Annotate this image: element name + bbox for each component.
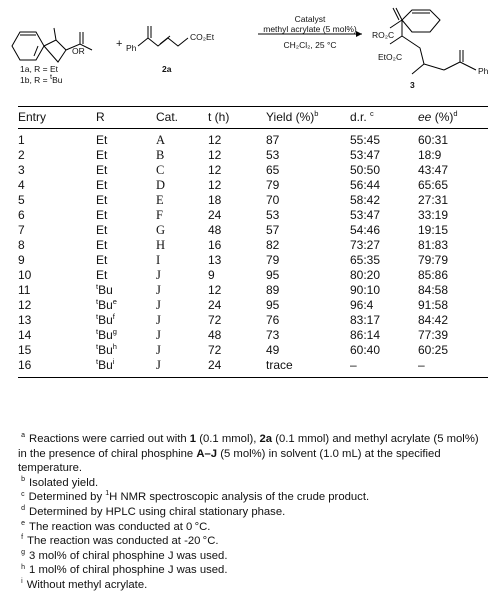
footnote-e [18,520,490,535]
cell-time: 72 [208,313,222,327]
cell-ee: 33:19 [418,208,449,222]
footnote-e-mark: e [21,519,26,527]
cell-r-note: g [112,327,117,336]
cell-r-text: Bu [98,343,113,357]
cell-r-prefix: t [96,297,99,306]
cell-entry: 10 [18,268,32,282]
cell-time: 12 [208,163,222,177]
cell-r-text: Bu [98,298,113,312]
condition-solvent: CH₂Cl₂, 25 °C [283,40,337,50]
table-row [18,129,488,149]
cell-entry: 14 [18,328,32,342]
footnote-g [18,549,490,564]
cell-r-text: Bu [98,313,113,327]
cell-time: 48 [208,223,222,237]
footnote-f-mark: f [21,534,24,542]
table-body [18,129,488,378]
cell-yield: 76 [266,313,280,327]
cell-catalyst: J [156,313,161,327]
cell-r-note: e [112,297,117,306]
reactant1-label-a: 1a, R = Et [20,64,59,74]
cell-time: 24 [208,358,266,378]
cell-catalyst: J [156,298,161,312]
cell-time: 72 [208,343,222,357]
footnote-i [18,578,490,593]
cell-dr: 53:47 [350,148,381,162]
cell-r-text: Bu [98,358,113,372]
cell-dr: 60:40 [350,343,381,357]
cell-yield: 53 [266,148,280,162]
cell-entry: 1 [18,133,25,147]
condition-catalyst: Catalyst [294,14,326,24]
cell-time: 12 [208,178,222,192]
product-label: 3 [410,80,415,90]
cell-catalyst: F [156,208,163,222]
reactant2-structure [138,26,188,46]
cell-ee: 77:39 [418,328,449,342]
cell-time: 48 [208,328,222,342]
cell-yield: 79 [266,178,280,192]
table-row [18,163,488,178]
cell-r-text: Bu [98,283,113,297]
table-row [18,178,488,193]
cell-catalyst: J [156,358,208,378]
cell-yield: 87 [266,133,280,147]
footnote-c-t1: Determined by [28,491,106,504]
reactant1-tbu-sup: t [50,72,53,82]
cell-ee: 27:31 [418,193,449,207]
cell-entry: 2 [18,148,25,162]
cell-catalyst: C [156,163,165,177]
cell-entry: 16 [18,358,96,378]
cell-r [96,268,156,283]
ro2c-label: RO₂C [372,30,395,40]
cell-r-text: Et [96,238,108,252]
footnote-a-b2: 2a [259,433,273,445]
cell-catalyst: E [156,193,164,207]
reactant1-label-b-text: 1b, R = [20,75,51,85]
cell-r [96,283,156,298]
table-row [18,343,488,358]
cell-ee: 60:31 [418,133,449,147]
header-yield-text: Yield (%) [266,110,315,124]
cell-dr: 53:47 [350,208,381,222]
header-ee-sup: d [453,109,458,118]
cell-catalyst: J [156,283,161,297]
footnote-h-mark: h [21,563,26,571]
cell-r [96,358,156,378]
cell-time: 13 [208,253,222,267]
cell-r [96,313,156,328]
footnote-e-text: The reaction was conducted at 0 °C. [29,520,211,533]
footnote-a-t2: (0.1 mmol), [196,433,260,445]
cell-time: 16 [208,238,222,252]
cell-r [96,253,156,268]
header-yield [266,107,350,129]
footnote-a-t3: (0.1 mmol) and methyl acrylate (5 mol%) in the presence of chiral phosphine [18,433,479,460]
cell-yield: 57 [266,223,280,237]
cell-r-prefix: t [96,312,99,321]
cell-entry: 15 [18,343,32,357]
results-table [18,106,488,378]
cell-r-text: Et [96,268,108,282]
cell-catalyst: J [156,328,161,342]
cell-time: 24 [208,298,222,312]
table-row [18,193,488,208]
cell-r [96,193,156,208]
cell-time: 24 [208,208,222,222]
cell-dr: 90:10 [350,283,381,297]
cell-ee: 84:42 [418,313,449,327]
footnote-a-b1: 1 [189,433,197,445]
cell-dr: 86:14 [350,328,381,342]
header-ee-rest: (%) [431,110,454,124]
cell-r-prefix: t [96,282,99,291]
or-group-label: OR [72,46,85,56]
cell-dr: 96:4 [350,298,374,312]
cell-dr: 55:45 [350,133,381,147]
cell-dr: 83:17 [350,313,381,327]
cell-r-prefix: t [96,342,99,351]
footnote-c-sup: 1 [105,490,110,498]
cell-time: 12 [208,283,222,297]
cell-r [96,178,156,193]
cell-r [96,148,156,163]
table-row [18,358,488,378]
cell-ee: 81:83 [418,238,449,252]
product-structure [390,8,476,74]
eto2c-label: EtO₂C [378,52,403,62]
cell-r-text: Et [96,208,108,222]
table-row [18,208,488,223]
cell-entry: 9 [18,253,25,267]
header-dr-text: d.r. [350,110,367,124]
reaction-scheme [0,0,503,96]
cell-catalyst: A [156,133,166,147]
footnote-b-text: Isolated yield. [29,476,99,489]
co2et-label: CO₂Et [190,32,215,42]
cell-r-text: Et [96,193,108,207]
plus-sign: + [116,38,123,50]
cell-r-note: i [112,357,115,366]
footnote-c-t2: H NMR spectroscopic analysis of the crude product. [109,491,370,504]
footnotes [18,432,490,593]
cell-entry: 12 [18,298,32,312]
table-row [18,328,488,343]
cell-ee: 85:86 [418,268,449,282]
footnote-f [18,534,490,549]
cell-r [96,223,156,238]
footnote-b [18,476,490,491]
cell-r-text: Et [96,178,108,192]
footnote-d-mark: d [21,505,26,513]
reactant1-tbu: Bu [52,75,63,85]
cell-ee: 65:65 [418,178,449,192]
cell-r [96,328,156,343]
header-time: t (h) [208,107,266,129]
cell-r-text: Et [96,148,108,162]
footnote-c-mark: c [21,490,25,498]
cell-r [96,298,156,313]
footnote-a-t4: (5 mol%) in solvent (1.0 mL) at the specified temperature. [18,447,441,475]
cell-yield: 49 [266,343,280,357]
footnote-a [18,432,490,476]
cell-ee: 43:47 [418,163,449,177]
cell-ee: 19:15 [418,223,449,237]
cell-r-text: Et [96,163,108,177]
header-cat: Cat. [156,107,208,129]
cell-yield: 89 [266,283,280,297]
cell-r-text: Et [96,223,108,237]
cell-r [96,163,156,178]
cell-r [96,208,156,223]
cell-catalyst: J [156,343,161,357]
footnote-c [18,490,490,505]
cell-r-text: Bu [98,328,113,342]
cell-ee: 18:9 [418,148,442,162]
cell-yield: 53 [266,208,280,222]
footnote-d-text: Determined by HPLC using chiral stationary phase. [29,505,286,518]
cell-r [96,343,156,358]
cell-dr: 80:20 [350,268,381,282]
ph-right-label: Ph [478,66,489,76]
cell-r [96,238,156,253]
footnote-a-b3: A–J [196,447,218,460]
footnote-g-mark: g [21,548,26,556]
cell-yield: trace [266,358,350,378]
cell-r-note: f [112,312,115,321]
cell-entry: 6 [18,208,25,222]
table-row [18,223,488,238]
cell-dr: 73:27 [350,238,381,252]
cell-entry: 4 [18,178,25,192]
footnote-f-text: The reaction was conducted at -20 °C. [27,535,219,548]
cell-time: 12 [208,133,222,147]
reactant1-label-b [20,72,63,85]
cell-time: 18 [208,193,222,207]
cell-catalyst: B [156,148,165,162]
header-ee-text: ee [418,110,432,124]
cell-r [96,129,156,149]
footnote-b-mark: b [21,476,26,484]
footnote-g-text: 3 mol% of chiral phosphine J was used. [29,549,228,562]
header-ee [418,107,488,129]
cell-entry: 5 [18,193,25,207]
footnote-i-text: Without methyl acrylate. [26,578,148,591]
table-row [18,298,488,313]
table-header-row [18,107,488,129]
cell-r-text: Et [96,253,108,267]
header-dr [350,107,418,129]
reactant1-structure [12,28,92,62]
ph-left-label: Ph [126,43,137,53]
cell-r-note: h [112,342,117,351]
cell-entry: 3 [18,163,25,177]
cell-ee: – [418,358,488,378]
footnote-a-mark: a [21,432,26,440]
footnote-i-mark: i [21,578,23,586]
cell-dr: 54:46 [350,223,381,237]
footnote-a-t1: Reactions were carried out with [29,433,190,445]
cell-time: 12 [208,148,222,162]
table-row [18,268,488,283]
table-row [18,283,488,298]
cell-ee: 84:58 [418,283,449,297]
footnote-d [18,505,490,520]
cell-yield: 95 [266,268,280,282]
cell-dr: 58:42 [350,193,381,207]
cell-yield: 73 [266,328,280,342]
table-row [18,148,488,163]
cell-yield: 82 [266,238,280,252]
cell-catalyst: G [156,223,166,237]
cell-yield: 95 [266,298,280,312]
header-dr-sup: c [370,109,374,118]
cell-catalyst: D [156,178,166,192]
footnote-h-text: 1 mol% of chiral phosphine J was used. [29,564,228,577]
cell-r-text: Et [96,133,108,147]
cell-catalyst: H [156,238,166,252]
cell-catalyst: J [156,268,161,282]
cell-r-prefix: t [96,357,99,366]
cell-dr: 50:50 [350,163,381,177]
footnote-h [18,563,490,578]
cell-ee: 91:58 [418,298,449,312]
cell-yield: 70 [266,193,280,207]
table-row [18,313,488,328]
cell-dr: 65:35 [350,253,381,267]
header-entry: Entry [18,107,96,129]
cell-dr: 56:44 [350,178,381,192]
cell-entry: 13 [18,313,32,327]
cell-yield: 65 [266,163,280,177]
header-yield-sup: b [314,109,319,118]
cell-ee: 79:79 [418,253,449,267]
reactant2-label: 2a [162,64,172,74]
cell-ee: 60:25 [418,343,449,357]
cell-entry: 8 [18,238,25,252]
cell-dr: – [350,358,418,378]
cell-r-prefix: t [96,327,99,336]
header-r: R [96,107,156,129]
condition-additive: methyl acrylate (5 mol%) [263,24,357,34]
cell-catalyst: I [156,253,161,267]
cell-time: 9 [208,268,215,282]
cell-yield: 79 [266,253,280,267]
table-row [18,253,488,268]
cell-entry: 7 [18,223,25,237]
table-row [18,238,488,253]
cell-entry: 11 [18,283,31,297]
